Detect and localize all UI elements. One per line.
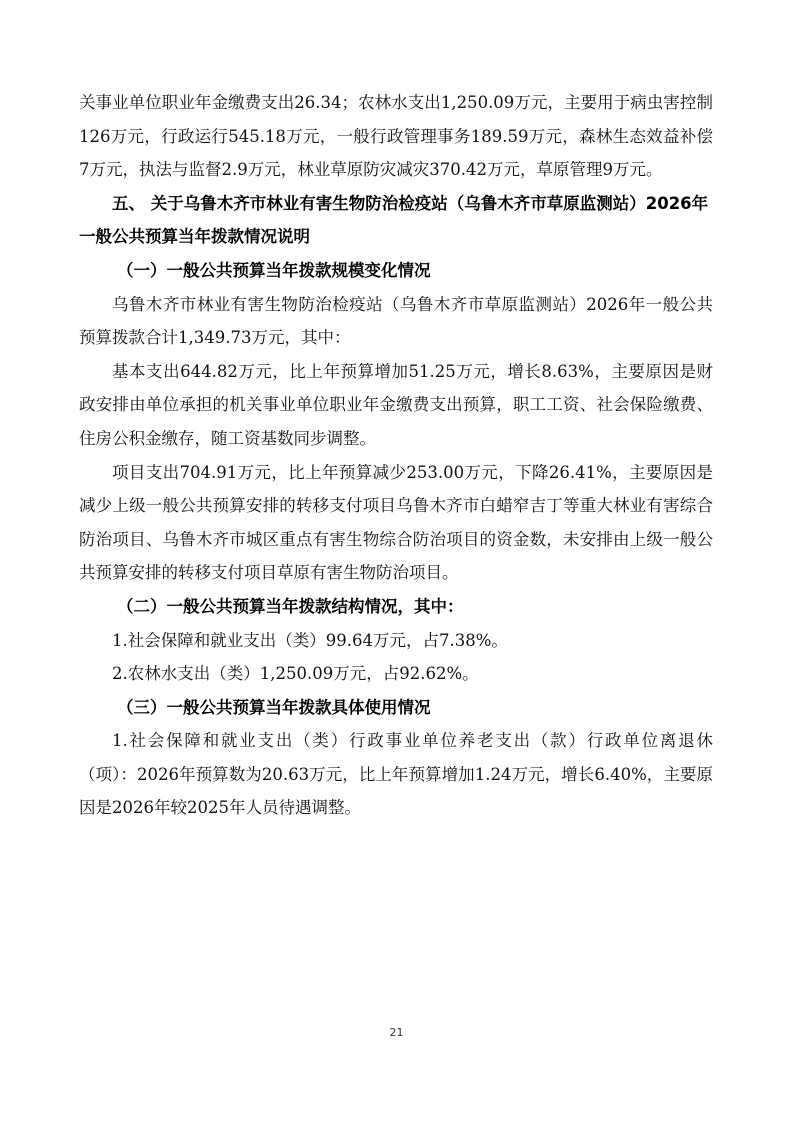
page-number: 21 [389, 1026, 404, 1039]
subheading-specific-use: （三）一般公共预算当年拨款具体使用情况 [117, 697, 431, 717]
paragraph-agriculture-share: 2.农林水支出（类）1,250.09万元，占92.62%。 [112, 664, 479, 684]
paragraph-basic-expenditure: 基本支出644.82万元，比上年预算增加51.25万元，增长8.63%，主要原因是财政安排由单位承担的机关事业单位职业年金缴费支出预算，职工工资、社会保险缴费、住房公积金缴存，随工资基数同步调整。 [79, 361, 713, 448]
section-heading-5: 五、 关于乌鲁木齐市林业有害生物防治检疫站（乌鲁木齐市草原监测站）2026年一般公共预算当年拨款情况说明 [79, 193, 709, 247]
paragraph-project-expenditure: 项目支出704.91万元，比上年预算减少253.00万元，下降26.41%，主要原因是减少上级一般公共预算安排的转移支付项目乌鲁木齐市白蜡窄吉丁等重大林业有害综合防治项目、乌鲁木齐市城区重点有害生物综合防治项目的资金数，未安排由上级一般公共预算安排的转移支付项目草原有害生物防治项目。 [79, 462, 713, 583]
paragraph-total-appropriation: 乌鲁木齐市林业有害生物防治检疫站（乌鲁木齐市草原监测站）2026年一般公共预算拨款合计1,349.73万元，其中： [79, 294, 713, 348]
subheading-scale-change: （一）一般公共预算当年拨款规模变化情况 [117, 260, 431, 280]
paragraph-social-security-share: 1.社会保障和就业支出（类）99.64万元，占7.38%。 [112, 630, 508, 650]
paragraph-agriculture-expenditure: 关事业单位职业年金缴费支出26.34；农林水支出1,250.09万元，主要用于病虫害控制126万元，行政运行545.18万元，一般行政管理事务189.59万元，森林生态效益补偿7万元，执法与监督2.9万元，林业草原防灾减灾370.42万元，草原管理9万元。 [79, 93, 713, 180]
document-body [79, 86, 713, 825]
subheading-structure: （二）一般公共预算当年拨款结构情况，其中： [117, 596, 464, 616]
paragraph-retirement-item: 1.社会保障和就业支出（类）行政事业单位养老支出（款）行政单位离退休（项）：2026年预算数为20.63万元，比上年预算增加1.24万元，增长6.40%，主要原因是2026年较2025年人员待遇调整。 [79, 731, 713, 818]
